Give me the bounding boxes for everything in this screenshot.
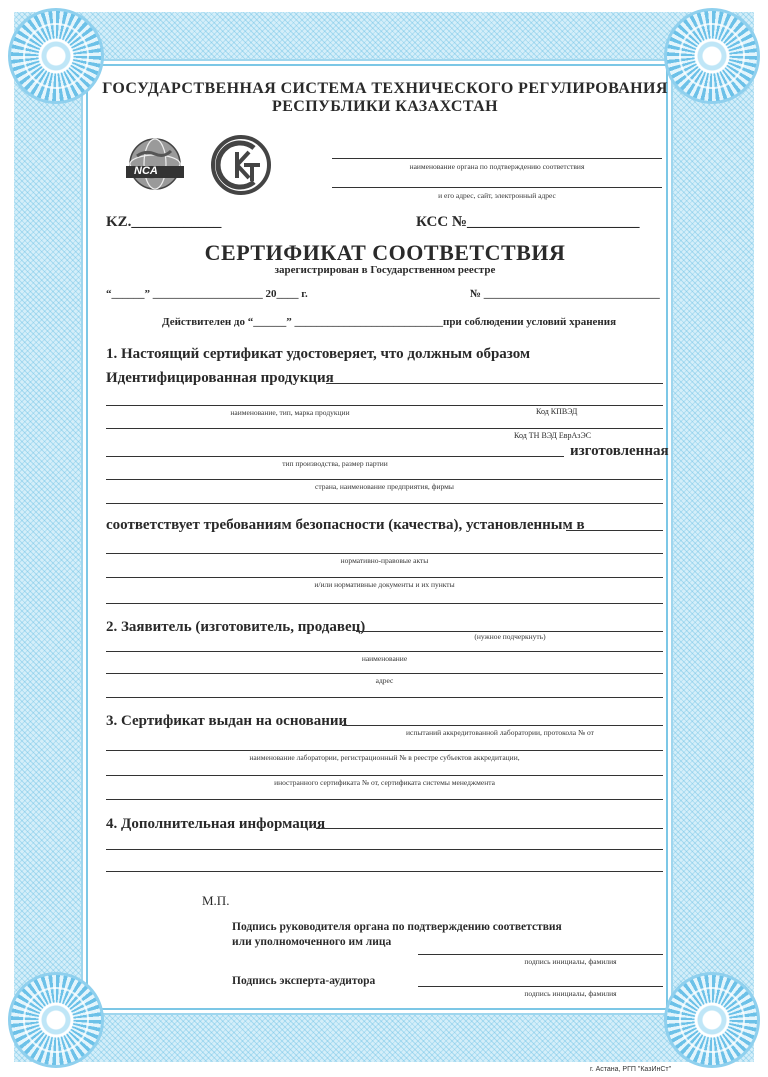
section-1-heading: 1. Настоящий сертификат удостоверяет, что должным образом — [106, 346, 531, 362]
production-type-line — [106, 456, 564, 457]
country-caption: страна, наименование предприятия, фирмы — [315, 482, 454, 491]
complies-line — [566, 530, 663, 531]
section-4-heading: 4. Дополнительная информация — [106, 816, 326, 832]
production-type-caption: тип производства, размер партии — [282, 459, 388, 468]
basis-caption-3: иностранного сертификата № от, сертификата системы менеджмента — [274, 778, 495, 787]
basis-caption-2: наименование лаборатории, регистрационный № в реестре субъектов аккредитации, — [249, 753, 520, 762]
kst-conformity-mark-logo — [210, 134, 272, 196]
country-line — [106, 479, 663, 480]
applicant-line-3 — [106, 697, 663, 698]
product-line — [326, 383, 663, 384]
country-line-2 — [106, 503, 663, 504]
certificate-subtitle: зарегистрирован в Государственном реестре — [274, 264, 496, 276]
expert-signature-line — [418, 986, 663, 987]
expert-signature-label: Подпись эксперта-аудитора — [232, 975, 376, 987]
additional-info-line — [316, 828, 663, 829]
document-field — [86, 64, 668, 1010]
stamp-place-label: М.П. — [202, 893, 230, 908]
kpved-label: Код КПВЭД — [536, 407, 578, 416]
head-signature-label-1: Подпись руководителя органа по подтверждению соответствия — [232, 921, 562, 933]
docs-line — [106, 577, 663, 578]
basis-line — [342, 725, 663, 726]
basis-line-4 — [106, 799, 663, 800]
acts-caption: нормативно-правовые акты — [340, 556, 429, 565]
applicant-name-line — [106, 651, 663, 652]
product-name-line — [106, 405, 663, 406]
issue-date: “______” ____________________ 20____ г. — [106, 288, 308, 300]
underline-caption: (нужное подчеркнуть) — [474, 632, 546, 641]
kss-number: КСС №_______________________ — [416, 214, 640, 230]
expert-signature-caption: подпись инициалы, фамилия — [524, 989, 617, 998]
tnved-label: Код ТН ВЭД ЕврАзЭС — [514, 431, 592, 440]
basis-line-2 — [106, 750, 663, 751]
nca-globe-logo — [122, 138, 188, 190]
header-line-1: ГОСУДАРСТВЕННАЯ СИСТЕМА ТЕХНИЧЕСКОГО РЕГУЛИРОВАНИЯ — [102, 80, 668, 97]
product-name-caption: наименование, тип, марка продукции — [230, 408, 350, 417]
docs-line-2 — [106, 603, 663, 604]
applicant-address-line — [106, 673, 663, 674]
corner-rosette-icon — [664, 972, 760, 1068]
basis-caption-1: испытаний аккредитованной лаборатории, протокола № от — [406, 728, 594, 737]
complies-label: соответствует требованиям безопасности (качества), установленным в — [106, 517, 585, 533]
nca-logo-text: NCA — [134, 165, 158, 177]
docs-caption: и/или нормативные документы и их пункты — [314, 580, 455, 589]
basis-line-3 — [106, 775, 663, 776]
section-2-heading: 2. Заявитель (изготовитель, продавец) — [106, 619, 366, 635]
additional-info-line-2 — [106, 849, 663, 850]
applicant-address-caption: адрес — [375, 676, 394, 685]
acts-line — [106, 553, 663, 554]
applicant-name-caption: наименование — [361, 654, 408, 663]
head-signature-line — [418, 954, 663, 955]
kpved-line — [106, 428, 663, 429]
org-name-line — [332, 158, 662, 159]
header-line-2: РЕСПУБЛИКИ КАЗАХСТАН — [272, 98, 498, 115]
certificate-title: СЕРТИФИКАТ СООТВЕТСТВИЯ — [204, 240, 566, 265]
org-address-line — [332, 187, 662, 188]
product-label: Идентифицированная продукция — [106, 370, 334, 386]
validity-line: Действителен до “______” ___________________________при соблюдении условий хранения — [162, 316, 617, 328]
additional-info-line-3 — [106, 871, 663, 872]
section-3-heading: 3. Сертификат выдан на основании — [106, 713, 348, 729]
org-address-caption: и его адрес, сайт, электронный адрес — [438, 191, 556, 200]
manufactured-label: изготовленная — [570, 443, 669, 459]
kz-number: KZ.____________ — [106, 214, 222, 230]
org-name-caption: наименование органа по подтверждению соответствия — [409, 162, 585, 171]
printer-note: г. Астана, РГП "КазИнСт" — [590, 1066, 672, 1073]
head-signature-label-2: или уполномоченного им лица — [232, 936, 392, 948]
corner-rosette-icon — [8, 972, 104, 1068]
head-signature-caption: подпись инициалы, фамилия — [524, 957, 617, 966]
certificate-number: № ________________________________ — [470, 288, 660, 300]
